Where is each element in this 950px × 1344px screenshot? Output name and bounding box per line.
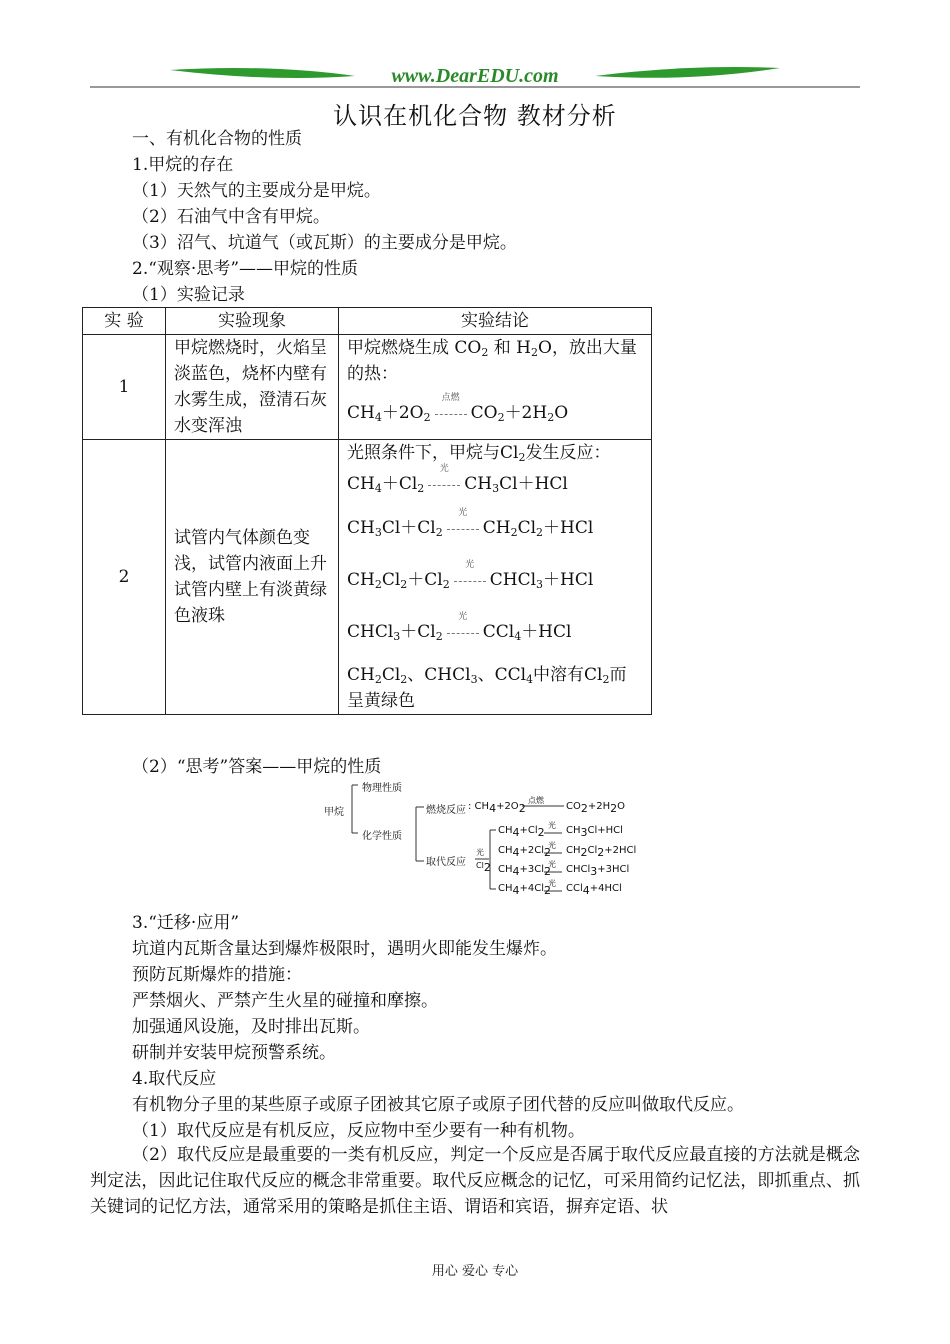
page-footer: 用心 爱心 专心 xyxy=(431,1264,519,1279)
table-row xyxy=(83,335,652,440)
text-line: （1）取代反应是有机反应，反应物中至少要有一种有机物。 xyxy=(132,1121,585,1141)
diagram-root: 甲烷 xyxy=(324,807,344,818)
text-line: （2）“思考”答案——甲烷的性质 xyxy=(132,757,382,777)
site-url: www.DearEDU.com xyxy=(391,65,559,87)
diagram-equation: $CH_4+Cl_2$ xyxy=(498,825,545,839)
methane-properties-diagram: 甲烷 物理性质 化学性质 燃烧反应 : $CH_4+2O_2$ 点燃 $CO_2+2H_2O$ 取代反应 光 $Cl_2$ $CH_4+Cl_2$ 光 $CH_3Cl+HCl$ $CH_4+2Cl_2$ 光 $CH_2Cl_2+2HCl$ $CH_4+3Cl_2$ 光 CHCl$_3$+3HCl $CH_4+4Cl_2$ 光 CCl$_4$+4HCl xyxy=(318,775,638,900)
diagram-substitution: 取代反应 xyxy=(426,857,466,868)
experiment-phenomenon: 试管内气体颜色变浅，试管内液面上升 试管内壁上有淡黄绿色液珠 xyxy=(166,440,339,715)
conclusion-note: $CH_2Cl_2$、CHCl$_3$、CCl$_4$中溶有$Cl_2$而呈黄绿色 xyxy=(347,665,627,711)
text-line: （1）实验记录 xyxy=(132,285,245,305)
diagram-combustion-equation: : $CH_4+2O_2$ xyxy=(468,801,526,815)
header-banner-graphic xyxy=(90,60,860,92)
experiment-number: 1 xyxy=(83,335,166,440)
table-header-cell: 实验现象 xyxy=(166,308,339,335)
substitution-equation: $CH_3Cl+Cl_2$ 光 $CH_2Cl_2+HCl$ xyxy=(347,507,594,539)
subsection-heading: 2.“观察·思考”——甲烷的性质 xyxy=(132,259,359,279)
diagram-condition: 光 xyxy=(476,848,484,857)
text-line: 严禁烟火、严禁产生火星的碰撞和摩擦。 xyxy=(132,991,438,1011)
diagram-combustion-product: $CO_2+2H_2O$ xyxy=(566,801,625,815)
text-line: 坑道内瓦斯含量达到爆炸极限时，遇明火即能发生爆炸。 xyxy=(132,939,557,959)
text-line: （3）沼气、坑道气（或瓦斯）的主要成分是甲烷。 xyxy=(132,233,517,253)
header-banner xyxy=(90,60,860,92)
table-header-cell: 实验结论 xyxy=(339,308,652,335)
experiment-number: 2 xyxy=(83,440,166,715)
experiment-conclusion: 光照条件下，甲烷与$Cl_2$发生反应： $CH_4+Cl_2$ 光 $CH_3Cl+HCl$ $CH_3Cl+Cl_2$ 光 $CH_2Cl_2+HCl$ $CH_2Cl_2+Cl_2$ 光 CHCl$_3$＋HCl $CHCl_3+Cl_2$ 光 CCl$_4$＋HCl $CH_2Cl_2$、CHCl$_3$、CCl$_4$中溶有$Cl_2$而呈黄绿色 xyxy=(339,440,652,715)
text-line: （1）天然气的主要成分是甲烷。 xyxy=(132,181,381,201)
diagram-chemical: 化学性质 xyxy=(362,831,402,842)
text-line: 加强通风设施，及时排出瓦斯。 xyxy=(132,1017,370,1037)
experiment-table xyxy=(82,307,652,715)
substitution-equation: $CH_2Cl_2+Cl_2$ 光 CHCl$_3$＋HCl xyxy=(347,559,594,591)
combustion-equation: $CH_4+2O_2$ 点燃 $CO_2+2H_2O$ xyxy=(347,387,643,439)
diagram-reagent: $Cl_2$ xyxy=(476,861,491,874)
diagram-physical: 物理性质 xyxy=(362,783,402,794)
text-line: 预防瓦斯爆炸的措施： xyxy=(132,965,302,985)
diagram-equation: $CH_4+4Cl_2$ xyxy=(498,883,552,897)
page-title: 认识在机化合物 教材分析 xyxy=(333,102,617,130)
substitution-equation: $CH_4+Cl_2$ 光 $CH_3Cl+HCl$ xyxy=(347,463,568,495)
substitution-equation: $CHCl_3+Cl_2$ 光 CCl$_4$＋HCl xyxy=(347,611,572,643)
experiment-phenomenon: 甲烷燃烧时，火焰呈淡蓝色，烧杯内壁有水雾生成，澄清石灰水变浑浊 xyxy=(166,335,339,440)
subsection-heading: 3.“迁移·应用” xyxy=(132,913,240,933)
diagram-condition: 点燃 xyxy=(528,796,544,805)
text-line: （2）石油气中含有甲烷。 xyxy=(132,207,330,227)
section-heading: 一、有机化合物的性质 xyxy=(132,129,302,149)
text-line: 研制并安装甲烷预警系统。 xyxy=(132,1043,336,1063)
subsection-heading: 1.甲烷的存在 xyxy=(132,155,234,175)
text-line: 有机物分子里的某些原子或原子团被其它原子或原子团代替的反应叫做取代反应。 xyxy=(132,1095,744,1115)
diagram-combustion: 燃烧反应 xyxy=(426,805,466,816)
diagram-equation: $CH_4+3Cl_2$ xyxy=(498,864,552,878)
table-header-cell: 实 验 xyxy=(83,308,166,335)
paragraph: （2）取代反应是最重要的一类有机反应，判定一个反应是否属于取代反应最直接的方法就是概念判定法，因此记住取代反应的概念非常重要。取代反应概念的记忆，可采用简约记忆法，即抓重点、抓关键词的记忆方法，通常采用的策略是抓住主语、谓语和宾语，摒弃定语、状 xyxy=(90,1145,860,1217)
diagram-equation: $CH_4+2Cl_2$ xyxy=(498,845,552,859)
table-row xyxy=(83,440,652,715)
reaction-arrow: 点燃 xyxy=(431,401,471,427)
table-header-row xyxy=(83,308,652,335)
subsection-heading: 4.取代反应 xyxy=(132,1069,217,1089)
experiment-conclusion: 甲烷燃烧生成 $CO_2$ 和 $H_2O$，放出大量的热： $CH_4+2O_2$ 点燃 $CO_2+2H_2O$ xyxy=(339,335,652,440)
